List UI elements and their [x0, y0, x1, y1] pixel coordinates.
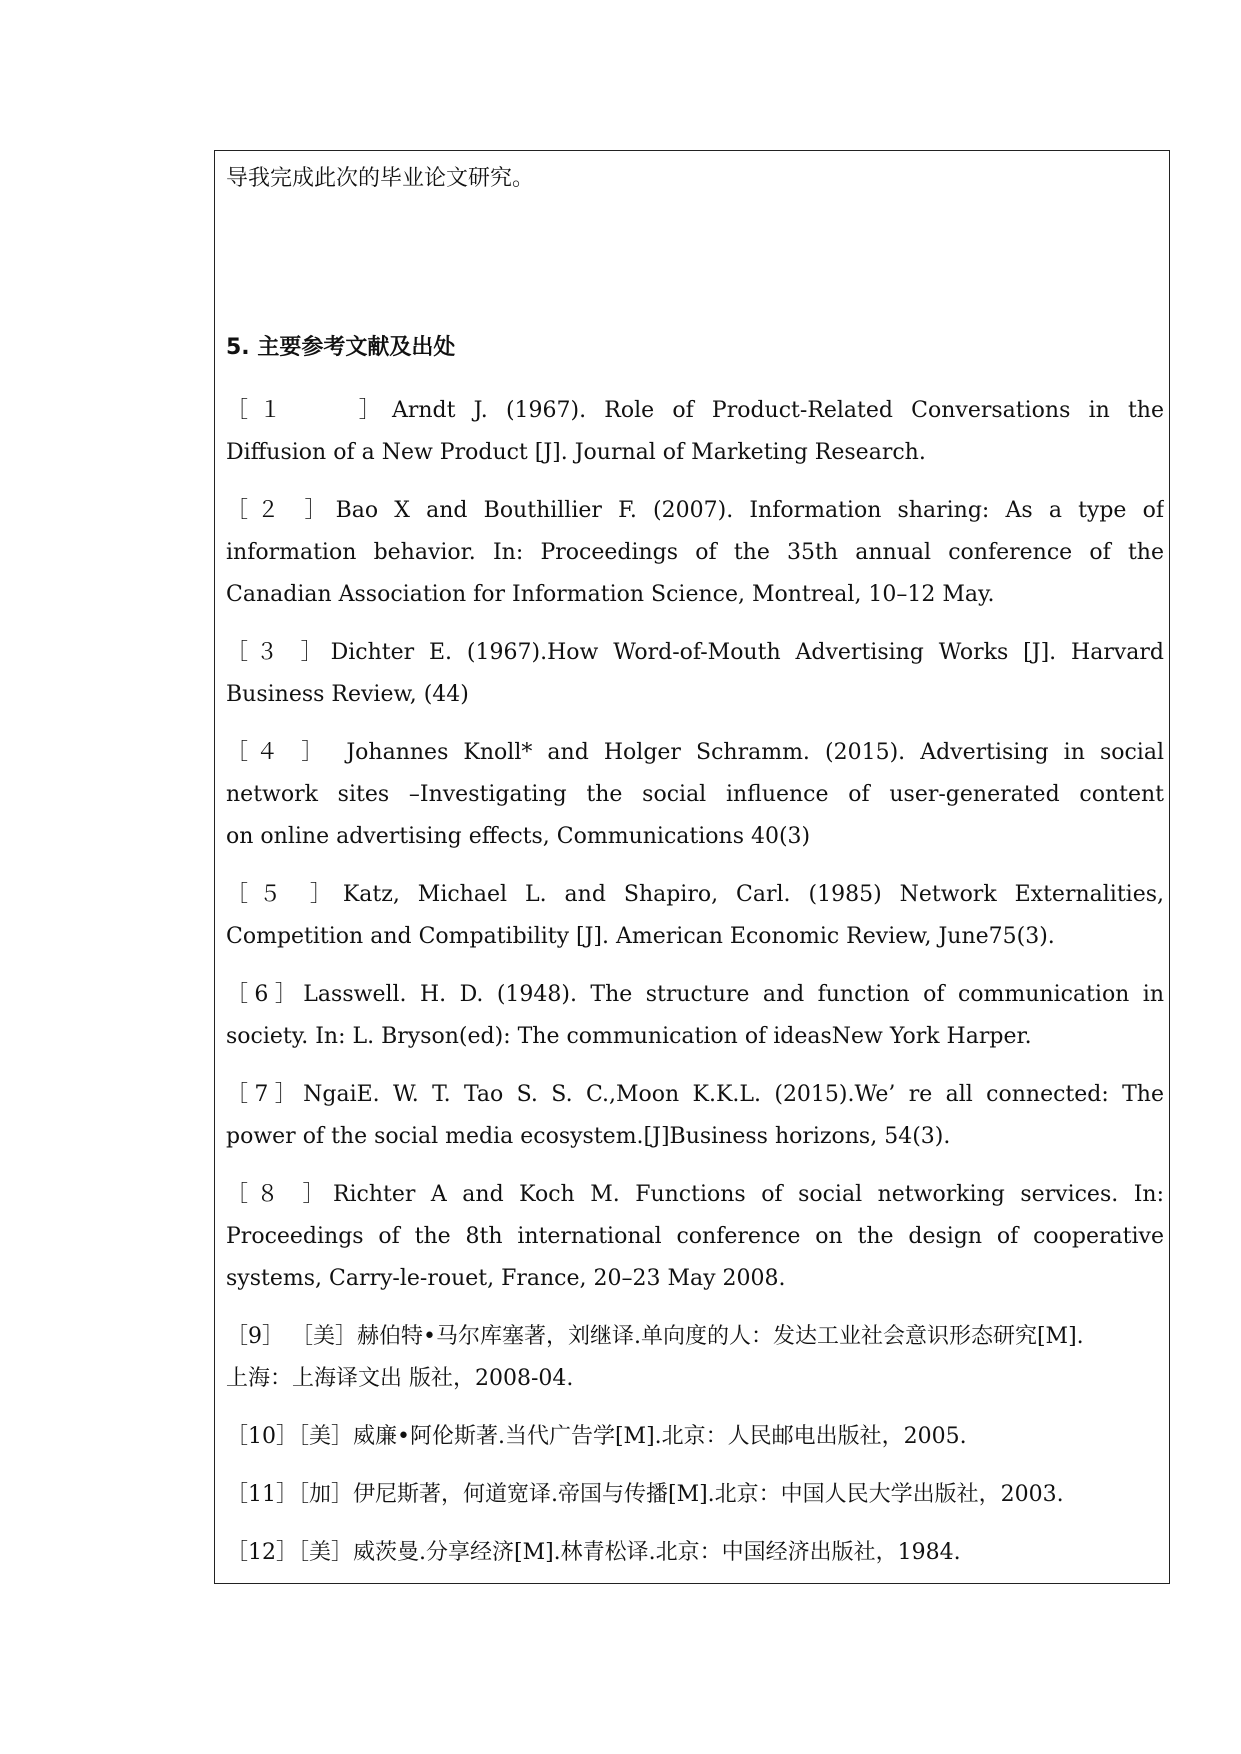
reference-line: 上海：上海译文出 版社，2008-04.: [226, 1366, 574, 1391]
reference-line: ［５ ］Katz, Michael L. and Shapiro, Carl. (1985) Network Externalities,: [226, 882, 1164, 907]
reference-line: ［12］［美］威茨曼.分享经济[M].林青松译.北京：中国经济出版社，1984.: [226, 1540, 961, 1565]
reference-line: ［１ ］Arndt J. (1967). Role of Product-Related Conversations in the: [226, 398, 1164, 423]
intro-line: 导我完成此次的毕业论文研究。: [226, 166, 535, 191]
reference-item: [226, 732, 1164, 858]
reference-line: society. In: L. Bryson(ed): The communication of ideasNew York Harper.: [226, 1024, 1032, 1049]
reference-item: [226, 874, 1164, 958]
reference-line: power of the social media ecosystem.[J]Business horizons, 54(3).: [226, 1124, 951, 1149]
reference-list: [226, 390, 1164, 1590]
reference-item: [226, 1174, 1164, 1300]
reference-item: [226, 1416, 1164, 1458]
reference-item: [226, 1074, 1164, 1158]
reference-line: ［6］Lasswell. H. D. (1948). The structure and function of communication in: [226, 982, 1164, 1007]
reference-line: ［４ ］ Johannes Knoll* and Holger Schramm. (2015). Advertising in social: [226, 740, 1164, 765]
reference-item: [226, 1474, 1164, 1516]
reference-line: Business Review, (44): [226, 682, 469, 707]
reference-line: ［11］［加］伊尼斯著，何道宽译.帝国与传播[M].北京：中国人民大学出版社，2003.: [226, 1482, 1064, 1507]
reference-line: Diffusion of a New Product [J]. Journal of Marketing Research.: [226, 440, 926, 465]
reference-item: [226, 490, 1164, 616]
reference-item: [226, 1316, 1164, 1400]
reference-line: ［10］［美］威廉•阿伦斯著.当代广告学[M].北京：人民邮电出版社，2005.: [226, 1424, 967, 1449]
reference-line: ［８ ］Richter A and Koch M. Functions of social networking services. In:: [226, 1182, 1164, 1207]
reference-line: information behavior. In: Proceedings of the 35th annual conference of the: [226, 540, 1164, 565]
reference-item: [226, 632, 1164, 716]
reference-line: Proceedings of the 8th international conference on the design of cooperative: [226, 1224, 1164, 1249]
reference-line: ［9］ ［美］赫伯特•马尔库塞著，刘继译.单向度的人：发达工业社会意识形态研究[M].: [226, 1324, 1084, 1349]
reference-item: [226, 1532, 1164, 1574]
reference-line: systems, Carry-le-rouet, France, 20–23 May 2008.: [226, 1266, 786, 1291]
reference-line: ［３ ］Dichter E. (1967).How Word-of-Mouth Advertising Works [J]. Harvard: [226, 640, 1164, 665]
reference-line: on online advertising effects, Communications 40(3): [226, 824, 811, 849]
reference-line: ［２ ］Bao X and Bouthillier F. (2007). Information sharing: As a type of: [226, 498, 1164, 523]
reference-line: ［7］NgaiE. W. T. Tao S. S. C.,Moon K.K.L. (2015).We’ re all connected: The: [226, 1082, 1164, 1107]
reference-line: Canadian Association for Information Science, Montreal, 10–12 May.: [226, 582, 995, 607]
reference-item: [226, 974, 1164, 1058]
section-heading: 5. 主要参考文献及出处: [226, 335, 456, 360]
reference-item: [226, 390, 1164, 474]
reference-line: Competition and Compatibility [J]. American Economic Review, June75(3).: [226, 924, 1055, 949]
reference-line: network sites –Investigating the social influence of user-generated content: [226, 782, 1164, 807]
